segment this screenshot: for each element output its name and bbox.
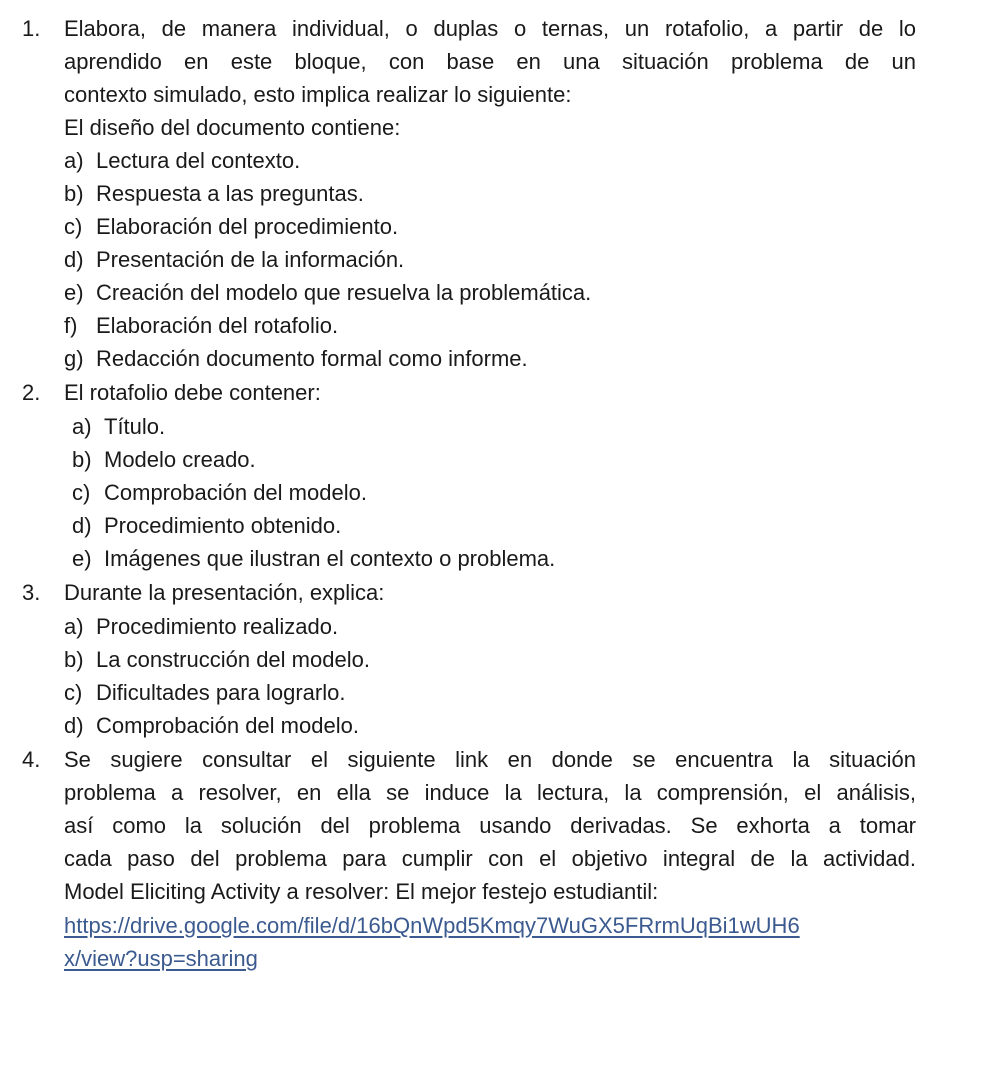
list-item [64,309,338,342]
list-item-text: Elaboración del rotafolio. [96,313,339,338]
list-item-letter: e) [72,546,92,571]
list-item-text: Comprobación del modelo. [104,480,367,505]
item-2-number: 2. [22,380,41,405]
list-item-letter: a) [72,414,92,439]
list-item [64,177,364,210]
list-item-letter: d) [72,513,92,538]
item-1-line-1: Elabora, de manera individual, o duplas o ternas, un rotafolio, a partir de lo [64,16,916,41]
list-item-letter: g) [64,346,84,371]
list-item [64,276,591,309]
list-item [64,709,359,742]
list-item-text: Dificultades para lograrlo. [96,680,346,705]
list-item-text: Modelo creado. [104,447,256,472]
list-item-letter: d) [64,247,84,272]
item-3-heading: Durante la presentación, explica: [64,580,385,605]
item-4-line-5: Model Eliciting Activity a resolver: El mejor festejo estudiantil: [64,879,659,904]
list-item [64,676,345,709]
list-item-letter: c) [64,680,83,705]
list-item [72,542,555,575]
list-item-text: Lectura del contexto. [96,148,301,173]
list-item-text: Creación del modelo que resuelva la problemática. [96,280,592,305]
drive-link-line-2[interactable] [64,942,258,975]
list-item-letter: f) [64,313,78,338]
list-item-letter: b) [64,647,84,672]
list-item-text: Procedimiento realizado. [96,614,339,639]
item-1-number: 1. [22,16,41,41]
list-item-letter: a) [64,614,84,639]
list-item-letter: c) [72,480,91,505]
list-item [64,243,404,276]
list-item [72,410,165,443]
list-item [72,476,367,509]
list-item-letter: e) [64,280,84,305]
list-item [72,443,256,476]
list-item-text: Respuesta a las preguntas. [96,181,364,206]
list-item-text: Redacción documento formal como informe. [96,346,528,371]
list-item-text: Comprobación del modelo. [96,713,359,738]
item-4-line-3: así como la solución del problema usando derivadas. Se exhorta a tomar [64,813,916,838]
list-item [64,144,300,177]
list-item-text: Título. [104,414,166,439]
list-item-text: Presentación de la información. [96,247,405,272]
list-item-letter: d) [64,713,84,738]
list-item [64,610,338,643]
item-4-line-1: Se sugiere consultar el siguiente link en donde se encuentra la situación [64,747,916,772]
drive-link-continuation[interactable]: x/view?usp=sharing [64,946,258,971]
item-3-number: 3. [22,580,41,605]
item-4-line-2: problema a resolver, en ella se induce la lectura, la comprensión, el análisis, [64,780,916,805]
list-item-letter: a) [64,148,84,173]
item-1-line-3: contexto simulado, esto implica realizar lo siguiente: [64,82,572,107]
item-1-line-2: aprendido en este bloque, con base en una situación problema de un [64,49,916,74]
drive-link-line-1[interactable] [64,909,800,942]
list-item [64,210,398,243]
list-item [72,509,341,542]
list-item-text: Imágenes que ilustran el contexto o problema. [104,546,556,571]
list-item [64,342,528,375]
list-item-letter: b) [72,447,92,472]
list-item-letter: b) [64,181,84,206]
item-1-intro: El diseño del documento contiene: [64,115,401,140]
item-2-heading: El rotafolio debe contener: [64,380,321,405]
list-item-letter: c) [64,214,83,239]
list-item-text: Procedimiento obtenido. [104,513,342,538]
list-item [64,643,370,676]
list-item-text: La construcción del modelo. [96,647,370,672]
item-4-line-4: cada paso del problema para cumplir con el objetivo integral de la actividad. [64,846,916,871]
drive-link[interactable]: https://drive.google.com/file/d/16bQnWpd5Kmqy7WuGX5FRrmUqBi1wUH6 [64,913,800,938]
list-item-text: Elaboración del procedimiento. [96,214,399,239]
item-4-number: 4. [22,747,41,772]
